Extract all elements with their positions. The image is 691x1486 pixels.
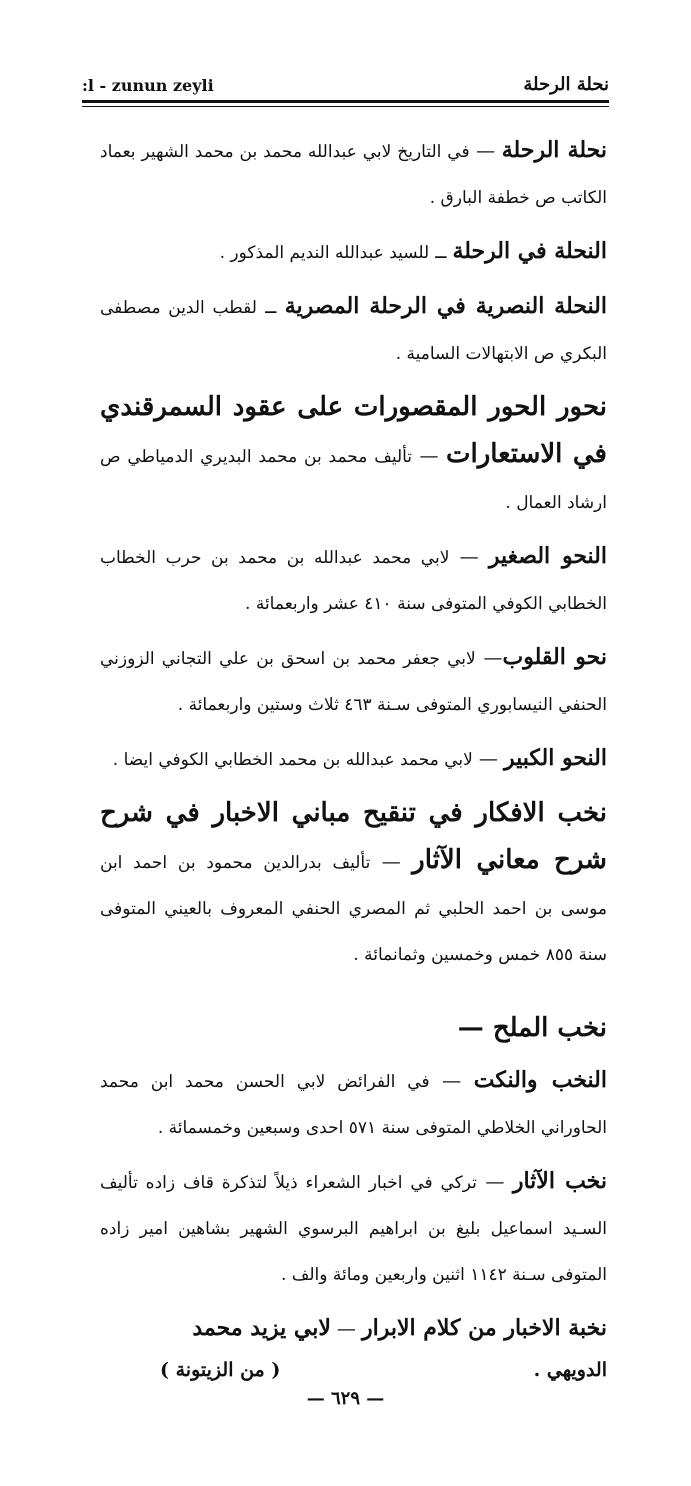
entry-separator: ــ	[256, 296, 285, 318]
entry	[100, 1306, 607, 1352]
header-latin-title: :l - zunun zeyli	[82, 76, 214, 95]
entry-heading-only: نخب الملح —	[457, 1013, 607, 1043]
entry-body: تركي في اخبار الشعراء ذيلاً لتذكرة قاف زاده تأليف السـيد اسماعيل بليغ بن ابراهيم البرسوي الشهير بشاهين امير زاده المتوفى سـنة ١١٤٢ اثنين واربعين ومائة والف .	[100, 1173, 607, 1285]
entry-separator: —	[472, 748, 504, 770]
entry-title: نخبة الاخبار من كلام الابرار	[361, 1315, 607, 1341]
entry-tail: الدويهي .	[533, 1359, 607, 1381]
entry-separator: ــ	[429, 241, 453, 263]
header-arabic-title: نحلة الرحلة	[523, 74, 609, 95]
entry	[100, 128, 607, 221]
entry-body: في التاريخ لابي عبدالله محمد بن محمد الشهير بعماد الكاتب ص خطفة البارق .	[100, 142, 607, 208]
entry-body: لقطب الدين مصطفى البكري ص الابتهالات السامية .	[100, 298, 607, 364]
entry	[100, 635, 607, 728]
entry-title: نحلة الرحلة	[501, 137, 607, 163]
entry	[100, 229, 607, 276]
header-rule-thick	[82, 100, 609, 103]
entry-title: النحو الكبير	[503, 745, 607, 771]
entry-body: للسيد عبدالله النديم المذكور .	[219, 243, 430, 263]
page-body	[100, 128, 607, 1388]
page-number: — ٦٢٩ —	[306, 1388, 385, 1409]
entry-body: تأليف بدرالدين محمود بن احمد ابن موسى بن احمد الحلبي ثم المصري الحنفي المعروف بالعيني المتوفى سنة ٨٥٥ خمس وخمسين وثمانمائة .	[100, 853, 607, 965]
entry-body: لابي محمد عبدالله بن محمد الخطابي الكوفي ايضا .	[112, 750, 473, 770]
running-header	[82, 76, 609, 98]
entry-title: النحلة في الرحلة	[452, 238, 607, 264]
source-citation: ( من الزيتونة )	[160, 1359, 281, 1381]
entry-body: لابي محمد عبدالله بن محمد بن حرب الخطاب الخطابي الكوفي المتوفى سنة ٤١٠ عشر واربعمائة .	[100, 548, 607, 614]
entry-title: نحو القلوب	[502, 644, 607, 670]
entry	[100, 534, 607, 627]
entry	[100, 1058, 607, 1151]
entry-separator: —	[449, 546, 489, 568]
entry-body: لابي جعفر محمد بن اسحق بن علي التجاني الزوزني الحنفي النيسابوري المتوفى سـنة ٤٦٣ ثلاث وستين واربعمائة .	[100, 649, 607, 715]
entry	[100, 284, 607, 377]
entry-title: النحلة النصرية في الرحلة المصرية	[284, 293, 607, 319]
entry-separator: —	[475, 647, 503, 669]
entry	[100, 385, 607, 526]
entry-body: لابي يزيد محمد	[192, 1315, 331, 1341]
entry	[100, 791, 607, 978]
entry-final-line	[100, 1352, 607, 1388]
entry-separator: —	[469, 140, 502, 162]
entry-separator: —	[330, 1318, 362, 1340]
entry	[100, 1159, 607, 1298]
entry-title: نخب الآثار	[512, 1168, 607, 1194]
entry	[100, 736, 607, 783]
entry-title: نحور الحور المقصورات على عقود السمرقندي في الاستعارات	[100, 392, 607, 469]
entry-title: النحو الصغير	[488, 543, 607, 569]
entry-body: في الفرائض لابي الحسن محمد ابن محمد الحاوراني الخلاطي المتوفى سنة ٥٧١ احدى وسبعين وخمسمائة .	[100, 1072, 607, 1138]
entry-title: نخب الافكار في تنقيح مباني الاخبار في شرح شرح معاني الآثار	[100, 798, 607, 875]
entry-separator: —	[412, 445, 446, 467]
entry-body: تأليف محمد بن محمد البديري الدمياطي ص ارشاد العمال .	[100, 447, 607, 513]
entry-title: النخب والنكت	[473, 1067, 607, 1093]
entry-separator: —	[429, 1070, 474, 1092]
header-rule-thin	[82, 106, 609, 107]
entry-separator: —	[476, 1171, 513, 1193]
entry-separator: —	[370, 851, 413, 873]
